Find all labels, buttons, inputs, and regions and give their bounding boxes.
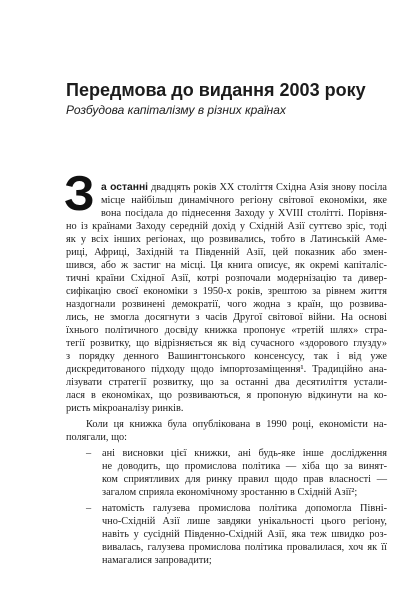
paragraph-line: лася в економіках, що розвиваються, я пропоную відкинути на ко- bbox=[66, 390, 387, 401]
paragraph-line: но із країнами Заходу середній дохід у Східній Азії суттєво зріс, тоді bbox=[66, 221, 387, 232]
paragraph-line: місце найбільш динамічного регіону світової економіки, яке bbox=[101, 195, 387, 206]
list-item-line: чно-Східній Азії лише завдяки унікальності цього регіону, bbox=[102, 516, 387, 527]
list-item-line: натомість галузева промислова політика допомогла Півні- bbox=[102, 503, 387, 514]
paragraph-line: шився, або ж застиг на місці. Ця книга описує, як окремі капіталіс- bbox=[66, 260, 387, 271]
lead-in-bold: а останні bbox=[101, 182, 149, 193]
list-item-line: загалом сприяла економічному зростанню в Східній Азії²; bbox=[102, 487, 358, 498]
paragraph-line: лись, не змогла досягнути з часів Другої світової війни. На основі bbox=[66, 312, 387, 323]
list-item-line: ані висновки цієї книжки, ані будь-яке інше дослідження bbox=[102, 448, 387, 459]
paragraph-line: риці, Африці, Західній та Південній Азії, цей показник або змен- bbox=[66, 247, 387, 258]
paragraph-line: сифікацію своєї економіки з 1950-х років, зрештою за рівнем життя bbox=[66, 286, 387, 297]
list-item-line: навіть у сусідній Південно-Східній Азії, яка теж швидко роз- bbox=[102, 529, 387, 540]
paragraph-line: вона посідала до піднесення Заходу у XVIII столітті. Порівня- bbox=[101, 208, 387, 219]
paragraph-line: тегії розвитку, що відрізняється як від сучасного «здорового глузду» bbox=[66, 338, 387, 349]
paragraph-line: тичні країни Східної Азії, котрі розпочали модернізацію та дивер- bbox=[66, 273, 387, 284]
paragraph-line: наздогнали розвинені демократії, чого жодна з країн, що розвива- bbox=[66, 299, 387, 310]
bullet-dash: – bbox=[86, 448, 92, 459]
paragraph-line: лізувати стратегії розвитку, що за останні два десятиліття устали- bbox=[66, 377, 387, 388]
lead-in-rest: двадцять років XX століття Східна Азія знову посіла bbox=[148, 182, 387, 193]
bullet-dash: – bbox=[86, 503, 92, 514]
paragraph-line: дискредитованого підходу щодо імпортозаміщення¹. Традиційно ана- bbox=[66, 364, 387, 375]
list-item-line: не доводить, що промислова політика — хіба що за винят- bbox=[102, 461, 387, 472]
paragraph-line: Коли ця книжка була опублікована в 1990 році, економісти на- bbox=[86, 419, 387, 430]
list-item-line: намагалися запровадити; bbox=[102, 555, 212, 566]
list-item-line: вивалась, галузева промислова політика провалилася, хоч як її bbox=[102, 542, 387, 553]
paragraph-line: як у всіх інших регіонах, що розвивались, тобто в Латинській Аме- bbox=[66, 234, 387, 245]
page-title: Передмова до видання 2003 року bbox=[66, 80, 366, 100]
paragraph-line: ристь мікроаналізу ринків. bbox=[66, 403, 184, 414]
drop-cap: З bbox=[64, 167, 95, 221]
list-item-line: ком сприятливих для ринку правил щодо прав власності — bbox=[102, 474, 387, 485]
paragraph-line bbox=[101, 181, 387, 194]
paragraph-line: з порядку денного Вашингтонського консенсусу, так і від уже bbox=[66, 351, 387, 362]
page-subtitle: Розбудова капіталізму в різних країнах bbox=[66, 103, 286, 117]
paragraph-line: їхнього політичного досвіду книжка пропонує «третій шлях» стра- bbox=[66, 325, 387, 336]
paragraph-line: полягали, що: bbox=[66, 432, 128, 443]
